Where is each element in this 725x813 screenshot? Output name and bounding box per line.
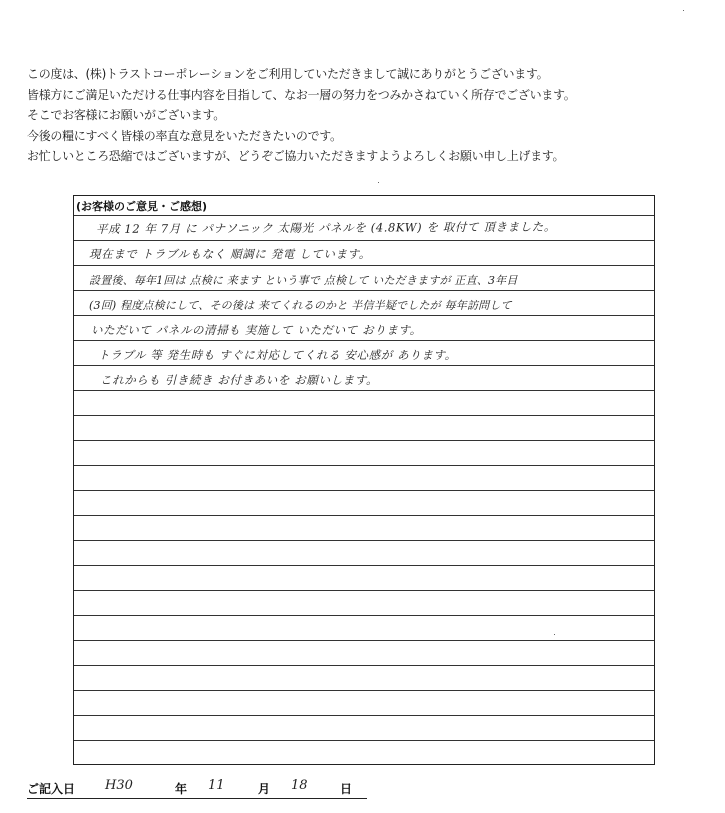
handwritten-line: いただいて パネルの清掃も 実施して いただいて おります。 bbox=[91, 323, 422, 337]
date-underline bbox=[27, 798, 367, 799]
intro-line: そこでお客様にお願いがございます。 bbox=[27, 108, 225, 122]
ruled-line bbox=[74, 315, 654, 316]
ruled-line bbox=[74, 265, 654, 266]
scan-speck bbox=[378, 182, 379, 183]
entry-day-value: 18 bbox=[291, 778, 308, 793]
ruled-line bbox=[74, 615, 654, 616]
ruled-line bbox=[74, 215, 654, 216]
handwritten-line: これからも 引き続き お付きあいを お願いします。 bbox=[100, 373, 379, 387]
ruled-line bbox=[74, 515, 654, 516]
ruled-line bbox=[74, 290, 654, 291]
entry-date-row bbox=[27, 776, 367, 800]
ruled-line bbox=[74, 740, 654, 741]
ruled-line bbox=[74, 565, 654, 566]
ruled-line bbox=[74, 365, 654, 366]
intro-line: お忙しいところ恐縮ではございますが、どうぞご協力いただきますようよろしくお願い申し上げます。 bbox=[27, 149, 565, 163]
ruled-line bbox=[74, 665, 654, 666]
ruled-line bbox=[74, 640, 654, 641]
ruled-line bbox=[74, 715, 654, 716]
handwritten-line: 平成 12 年 7月 に パナソニック 太陽光 パネルを (4.8KW) を 取付て 頂きました。 bbox=[95, 219, 557, 237]
ruled-line bbox=[74, 415, 654, 416]
ruled-line bbox=[74, 465, 654, 466]
entry-date-label: ご記入日 bbox=[27, 782, 76, 796]
year-label: 年 bbox=[175, 782, 188, 796]
ruled-line bbox=[74, 390, 654, 391]
handwritten-line: (3回) 程度点検にして、その後は 来てくれるのかと 半信半疑でしたが 毎年訪問して bbox=[89, 299, 512, 312]
handwritten-line: 現在まで トラブルもなく 順調に 発電 しています。 bbox=[89, 247, 371, 261]
entry-year-value: H30 bbox=[105, 778, 133, 793]
ruled-line bbox=[74, 490, 654, 491]
handwritten-line: 設置後、毎年1回は 点検に 来ます という事で 点検して いただきますが 正直、3年目 bbox=[89, 274, 518, 287]
intro-line: 皆様方にご満足いただける仕事内容を目指して、なお一層の努力をつみかさねていく所存でございます。 bbox=[27, 87, 576, 102]
intro-text bbox=[27, 64, 717, 167]
feedback-box bbox=[73, 195, 655, 765]
ruled-line bbox=[74, 240, 654, 241]
ruled-line bbox=[74, 690, 654, 691]
ruled-line bbox=[74, 340, 654, 341]
entry-month-value: 11 bbox=[208, 778, 225, 793]
ruled-line bbox=[74, 590, 654, 591]
intro-line: 今後の糧にすべく皆様の率直な意見をいただきたいのです。 bbox=[27, 128, 342, 143]
ruled-line bbox=[74, 440, 654, 441]
handwritten-line: トラブル 等 発生時も すぐに対応してくれる 安心感が あります。 bbox=[98, 348, 457, 362]
scan-speck bbox=[683, 10, 684, 11]
scan-speck bbox=[554, 634, 555, 635]
feedback-header: (お客様のご意見・ご感想) bbox=[76, 200, 208, 213]
day-label: 日 bbox=[340, 782, 353, 796]
ruled-line bbox=[74, 540, 654, 541]
month-label: 月 bbox=[258, 782, 271, 796]
intro-line: この度は、(株)トラストコーポレーションをご利用していただきまして誠にありがとうございます。 bbox=[27, 67, 549, 81]
